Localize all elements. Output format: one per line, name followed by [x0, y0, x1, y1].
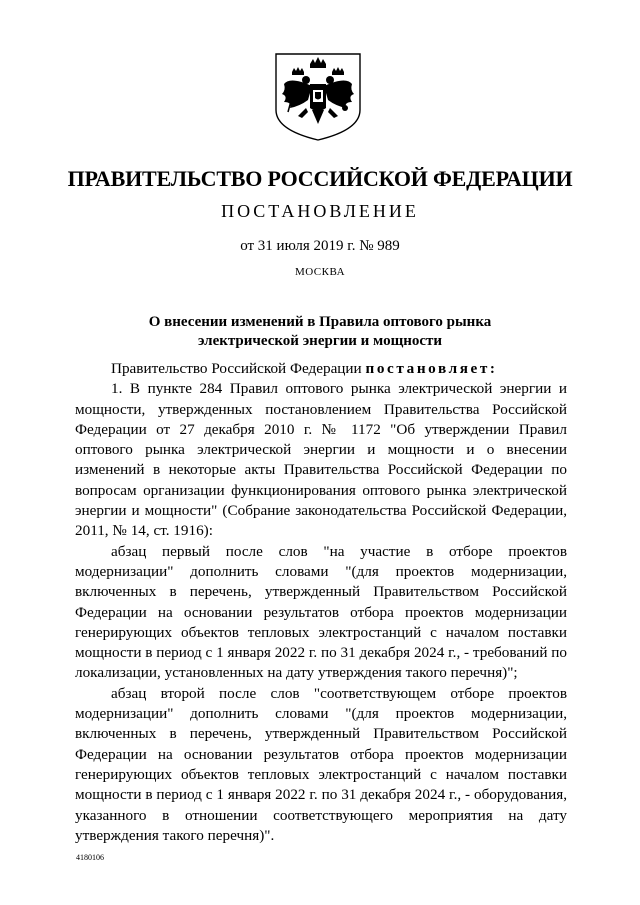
document-body	[75, 359, 567, 846]
preamble-prefix: Правительство Российской Федерации	[111, 360, 366, 377]
paragraph-2: абзац второй после слов "соответствующем отборе проектов модернизации" дополнить словами "(для проектов модернизации, включенных в перечень, утвержденный Правительством Российской Федерации на основании результатов отбора проектов модернизации генерирующих объектов тепловых электростанций с началом поставки мощности в период с 1 января 2022 г. по 31 декабря 2024 г., - оборудования, указанного в отношении соответствующего мероприятия на дату утверждения такого перечня)".	[75, 684, 567, 844]
date-and-number: от 31 июля 2019 г. № 989	[240, 238, 400, 254]
document-subject	[100, 313, 540, 351]
paragraph-1: абзац первый после слов "на участие в отборе проектов модернизации" дополнить словами "(для проектов модернизации, включенных в перечень, утвержденный Правительством Российской Федерации на основании результатов отбора проектов модернизации генерирующих объектов тепловых электростанций с началом поставки мощности в период с 1 января 2022 г. по 31 декабря 2024 г., - требований по локализации, установленных на дату утверждения такого перечня)";	[75, 542, 567, 682]
item-1: 1. В пункте 284 Правил оптового рынка электрической энергии и мощности, утвержденных постановлением Правительства Российской Федерации от 27 декабря 2010 г. № 1172 "Об утверждении Правил оптового рынка электрической энергии и мощности и о внесении изменений в некоторые акты Правительства Российской Федерации по вопросам организации функционирования оптового рынка электрической энергии и мощности" (Собрание законодательства Российской Федерации, 2011, № 14, ст. 1916):	[75, 380, 567, 540]
city: МОСКВА	[294, 266, 346, 278]
government-title: ПРАВИТЕЛЬСТВО РОССИЙСКОЙ ФЕДЕРАЦИИ	[67, 166, 573, 191]
subject-line-2: электрической энергии и мощности	[197, 333, 443, 349]
coat-of-arms-icon	[270, 50, 366, 142]
preamble	[75, 359, 567, 379]
subject-line-1: О внесении изменений в Правила оптового рынка	[148, 314, 492, 330]
document-code: 4180106	[76, 853, 104, 862]
preamble-decree: постановляет:	[365, 360, 498, 377]
document-type: ПОСТАНОВЛЕНИЕ	[221, 201, 419, 221]
